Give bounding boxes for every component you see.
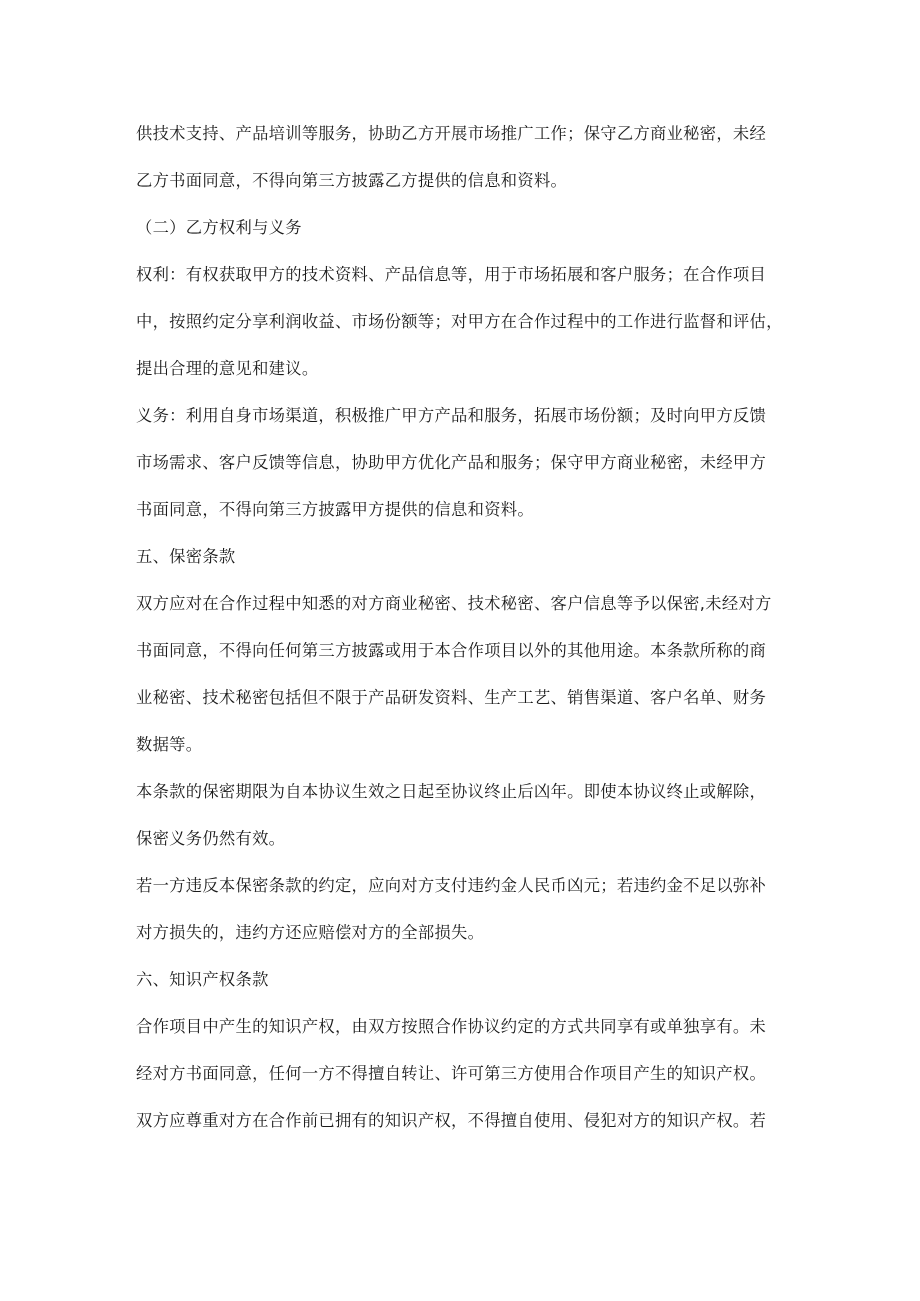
text-line: 书面同意，不得向第三方披露甲方提供的信息和资料。 <box>136 500 534 519</box>
text-line: 乙方书面同意，不得向第三方披露乙方提供的信息和资料。 <box>136 171 568 190</box>
text-line: 本条款的保密期限为自本协议生效之日起至协议终止后凶年。即使本协议终止或解除， <box>136 782 767 801</box>
section-heading: 五、保密条款 <box>136 547 236 566</box>
text-line: 保密义务仍然有效。 <box>136 829 286 848</box>
section-heading: 六、知识产权条款 <box>136 970 269 989</box>
text-line: 数据等。 <box>136 735 203 754</box>
text-line: 中，按照约定分享利润收益、市场份额等；对甲方在合作过程中的工作进行监督和评估， <box>136 312 783 331</box>
text-line: 供技术支持、产品培训等服务，协助乙方开展市场推广工作；保守乙方商业秘密，未经 <box>136 124 767 143</box>
text-line: 提出合理的意见和建议。 <box>136 359 319 378</box>
text-line: 双方应尊重对方在合作前已拥有的知识产权，不得擅自使用、侵犯对方的知识产权。若 <box>136 1111 767 1130</box>
text-line: 义务：利用自身市场渠道，积极推广甲方产品和服务，拓展市场份额；及时向甲方反馈 <box>136 406 767 425</box>
text-line: 对方损失的，违约方还应赔偿对方的全部损失。 <box>136 923 485 942</box>
document-body <box>136 118 788 1152</box>
text-line: 书面同意，不得向任何第三方披露或用于本合作项目以外的其他用途。本条款所称的商 <box>136 641 767 660</box>
text-line: 双方应对在合作过程中知悉的对方商业秘密、技术秘密、客户信息等予以保密,未经对方 <box>136 594 772 613</box>
section-heading: （二）乙方权利与义务 <box>136 218 302 237</box>
text-line: 若一方违反本保密条款的约定，应向对方支付违约金人民币凶元；若违约金不足以弥补 <box>136 876 767 895</box>
text-line: 市场需求、客户反馈等信息，协助甲方优化产品和服务；保守甲方商业秘密，未经甲方 <box>136 453 767 472</box>
text-line: 业秘密、技术秘密包括但不限于产品研发资料、生产工艺、销售渠道、客户名单、财务 <box>136 688 767 707</box>
text-line: 合作项目中产生的知识产权，由双方按照合作协议约定的方式共同享有或单独享有。未 <box>136 1017 767 1036</box>
text-line: 权利：有权获取甲方的技术资料、产品信息等，用于市场拓展和客户服务；在合作项目 <box>136 265 767 284</box>
text-line: 经对方书面同意，任何一方不得擅自转让、许可第三方使用合作项目产生的知识产权。 <box>136 1064 767 1083</box>
